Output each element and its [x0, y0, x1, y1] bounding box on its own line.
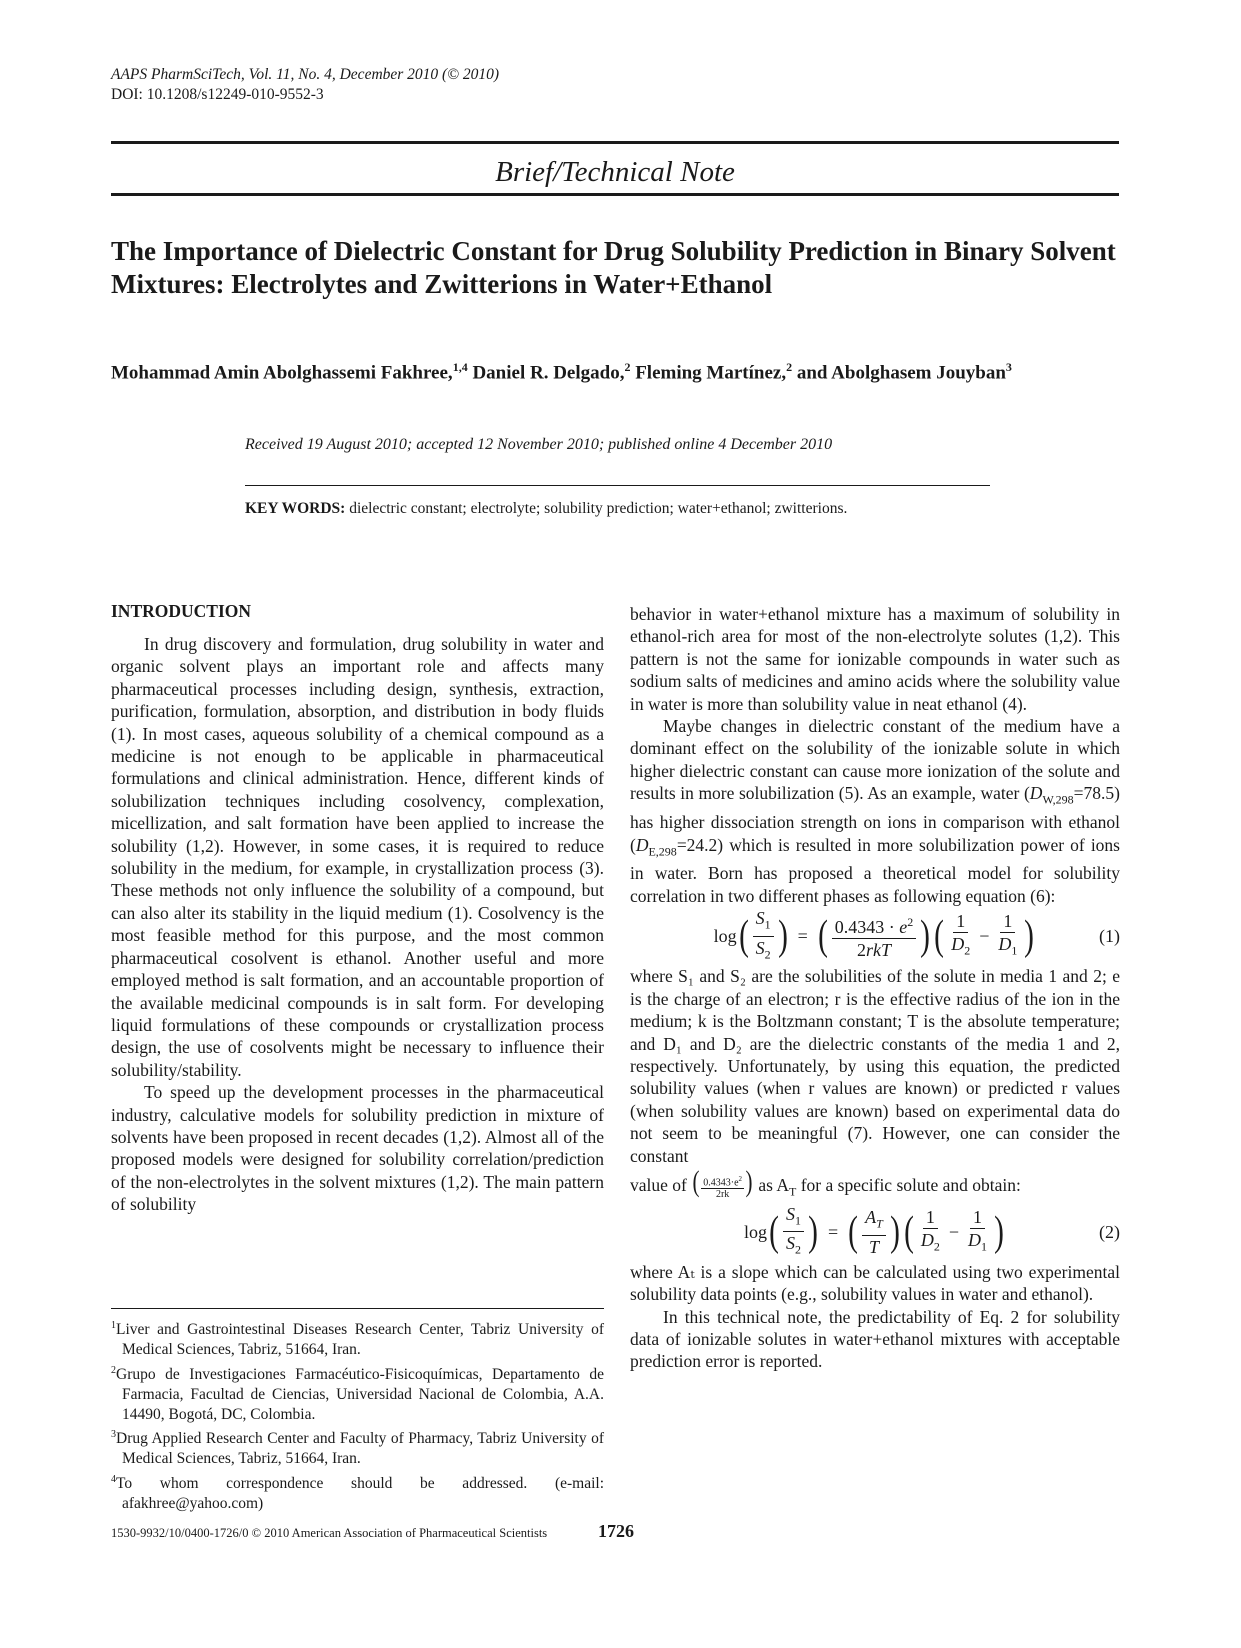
section-heading: INTRODUCTION	[111, 601, 252, 621]
left-column	[111, 633, 604, 1216]
equation-2: log ( $\frac{S_1}{S_2}$ ) = ( $\frac{A_T}{T}$ ) ( $\frac{1}{D_2}$ − $\frac{1}{D_1}$ ) (2)	[743, 1203, 1120, 1257]
footnote-rule	[111, 1308, 604, 1309]
author-affiliation: 2	[786, 360, 793, 374]
keywords-rule	[245, 485, 990, 486]
section-label: Brief/Technical Note	[495, 156, 735, 188]
author-affiliation: 3	[1005, 360, 1012, 374]
journal-citation: AAPS PharmSciTech, Vol. 11, No. 4, December 2010 (© 2010)	[111, 66, 500, 83]
article-title: The Importance of Dielectric Constant for Drug Solubility Prediction in Binary Solvent Mixtures: Electrolytes and Zwitterions in Water+Ethanol	[111, 236, 1116, 299]
author-name: Mohammad Amin Abolghassemi Fakhree,	[111, 362, 453, 384]
author-name: Daniel R. Delgado,	[472, 362, 625, 384]
footnote: $^4$To whom correspondence should be addressed. (e-mail: afakhree@yahoo.com)	[111, 1474, 604, 1512]
author-list	[111, 360, 1121, 384]
equation-number: (1)	[1099, 926, 1120, 947]
keywords-text: dielectric constant; electrolyte; solubility prediction; water+ethanol; zwitterions.	[349, 500, 848, 517]
paragraph: value of ( $\frac{0.4343\cdot e^2}{2rk}$ ) as $A_T$ for a specific solute and obtain:	[630, 1164, 1021, 1201]
received-dates: Received 19 August 2010; accepted 12 November 2010; published online 4 December 2010	[245, 436, 833, 453]
footnote: $^1$Liver and Gastrointestinal Diseases Research Center, Tabriz University of Medical Sciences, Tabriz, 51664, Iran.	[111, 1320, 604, 1358]
paragraph: To speed up the development processes in the pharmaceutical industry, calculative models for solubility prediction in mixture of solvents have been proposed in recent decades (1,2). Almost all of the proposed models were designed for solubility correlation/prediction of the non-electrolytes in the solvent mixtures (1,2). The main pattern of solubility	[111, 1082, 604, 1215]
section-rule	[111, 193, 1119, 196]
paragraph: where S₁ and S₂ are the solubilities of the solute in media 1 and 2; e is the charge of an electron; r is the effective radius of the ion in the medium; k is the Boltzmann constant; T is the absolute temperature; and D₁ and D₂ are the dielectric constants of the media 1 and 2, respectively. Unfortunately, by using this equation, the predicted solubility values (when r values are known) or predicted r values (when solubility values are known) based on experimental data do not seem to be meaningful (7). However, one can consider the constant	[630, 966, 1120, 1166]
doi: DOI: 10.1208/s12249-010-9552-3	[111, 86, 324, 103]
footer-copyright: 1530-9932/10/0400-1726/0 © 2010 American Association of Pharmaceutical Scientists	[111, 1526, 548, 1540]
paragraph: In this technical note, the predictability of Eq. 2 for solubility data of ionizable solutes in water+ethanol mixtures with acceptable prediction error is reported.	[630, 1306, 1120, 1372]
footnote: $^3$Drug Applied Research Center and Faculty of Pharmacy, Tabriz University of Medical Sciences, Tabriz, 51664, Iran.	[111, 1429, 604, 1468]
inline-fraction: $\frac{0.4343\cdot e^2}{2rk}$	[703, 1174, 743, 1201]
equation-number: (2)	[1099, 1221, 1120, 1242]
author-affiliation: 2	[624, 360, 631, 374]
page-number: 1726	[598, 1521, 634, 1541]
author-name: Fleming Martínez,	[635, 362, 787, 384]
footnote: $^2$Grupo de Investigaciones Farmacéutico-Fisicoquímicas, Departamento de Farmacia, Facultad de Ciencias, Universidad Nacional de Colombia, A.A. 14490, Bogotá, DC, Colombia.	[111, 1364, 604, 1423]
right-column	[630, 603, 1120, 1373]
paragraph: Maybe changes in dielectric constant of the medium have a dominant effect on the solubility of the ionizable solute in which higher dielectric constant can cause more ionization of the solute and results in more solubilization (5). As an example, water $(D_{W,298}=78.5)$ has higher dissociation strength on ions in comparison with ethanol $(D_{E,298}=24.2)$ which is resulted in more solubilization power of ions in water. Born has proposed a theoretical model for solubility correlation in two different phases as following equation (6):	[630, 716, 1120, 906]
keywords	[245, 500, 847, 518]
keywords-label: KEY WORDS:	[245, 500, 346, 517]
equation-1: log ( $\frac{S_1}{S_2}$ ) = ( $\frac{0.4343 \cdot e^2}{\text{2rkT}}$ ) ( $\frac{1}{D_2}$ − $\frac{1}{D_1}$ ) (1)	[713, 908, 1120, 962]
author-affiliation: 1,4	[452, 360, 468, 374]
footnotes	[111, 1316, 604, 1515]
paragraph: behavior in water+ethanol mixture has a maximum of solubility in ethanol-rich area for most of the non-electrolyte solutes (1,2). This pattern is not the same for ionizable compounds in water such as sodium salts of medicines and amino acids where the solubility value in water is more than solubility value in neat ethanol (4).	[630, 604, 1120, 714]
paragraph: where Aₜ is a slope which can be calculated using two experimental solubility data points (e.g., solubility values in water and ethanol).	[630, 1261, 1120, 1305]
top-rule	[111, 141, 1119, 144]
author-name: and Abolghasem Jouyban	[796, 362, 1006, 384]
paragraph: In drug discovery and formulation, drug solubility in water and organic solvent plays an important role and affects many pharmaceutical processes including design, synthesis, extraction, purification, formulation, absorption, and distribution in body fluids (1). In most cases, aqueous solubility of a chemical compound as a medicine is not enough to be applicable in pharmaceutical formulations and clinical administration. Hence, different kinds of solubilization techniques including cosolvency, complexation, micellization, and salt formation have been applied to increase the solubility (1,2). However, in some cases, it is required to reduce solubility in the medium, for example, in crystallization process (3). These methods not only influence the solubility of a compound, but can also alter its stability in the liquid medium (1). Cosolvency is the most feasible method for this purpose, and the most common pharmaceutical cosolvent is ethanol. Another useful and more employed method is salt formation, and an accountable proportion of the available medicinal compounds is in salt form. For developing liquid formulations of these compounds or crystallization process design, the use of cosolvents might be necessary to influence their solubility/stability.	[111, 634, 604, 1080]
